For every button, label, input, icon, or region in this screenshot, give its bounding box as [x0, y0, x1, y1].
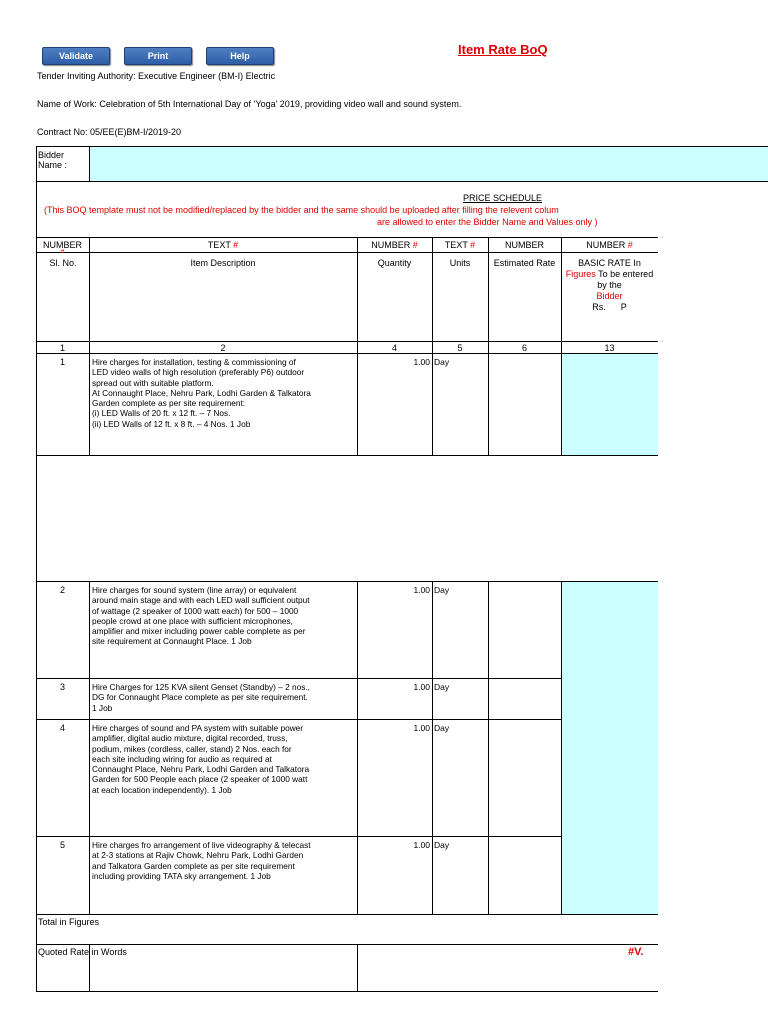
column-number: 6 — [521, 343, 527, 353]
item-quantity: 1.00 — [413, 357, 430, 367]
item-description-line: (ii) LED Walls of 12 ft. x 8 ft. – 4 Nos. 1 Job — [92, 418, 251, 429]
header-units: Units — [449, 258, 471, 268]
item-description — [90, 722, 356, 796]
item-description-line: podium, mikes (cordless, caller, stand) 2 Nos. each for — [92, 743, 292, 754]
total-in-figures-label: Total in Figures — [38, 917, 100, 927]
name-of-work: Name of Work: Celebration of 5th International Day of ‘Yoga’ 2019, providing video wall and sound system. — [37, 99, 462, 109]
item-description-line: of wattage (2 speaker of 1000 watt each) for 500 – 1000 — [92, 605, 299, 616]
item-unit: Day — [434, 723, 450, 733]
item-description-line: site requirement at Connaught Place. 1 Job — [92, 636, 252, 647]
column-number: 1 — [59, 343, 65, 353]
item-description-line: around main stage and with each LED wall sufficient output — [92, 595, 310, 606]
type-cell: TEXT # — [207, 240, 239, 250]
quoted-rate-in-words-label: Quoted Rate in Words — [38, 947, 127, 957]
column-number: 2 — [220, 343, 226, 353]
divider — [357, 581, 358, 914]
item-sl-no: 5 — [59, 840, 65, 850]
header-estimated-rate: Estimated Rate — [493, 258, 556, 268]
divider — [36, 146, 37, 182]
header-sl-no: Sl. No. — [49, 258, 77, 268]
item-description — [90, 839, 356, 882]
column-number: 13 — [604, 343, 615, 353]
item-description-line: (i) LED Walls of 20 ft. x 12 ft. – 7 Nos. — [92, 408, 231, 419]
divider — [36, 914, 658, 915]
price-schedule-heading: PRICE SCHEDULE — [463, 193, 543, 203]
item-description-line: each site including wiring for audio as required at — [92, 753, 272, 764]
item-description-line: spread out with suitable platform. — [92, 377, 214, 388]
item-description-line: at 2-3 stations at Rajiv Chowk, Nehru Park, Lodhi Garden — [92, 850, 304, 861]
item-sl-no: 1 — [59, 357, 65, 367]
divider — [36, 341, 658, 342]
contract-number: Contract No: 05/EE(E)BM-I/2019-20 — [37, 127, 182, 137]
item-description-line: Hire charges for installation, testing & commissioning of — [92, 357, 296, 367]
item-description-line: Hire Charges for 125 KVA silent Genset (Standby) – 2 nos., — [92, 682, 310, 692]
divider — [36, 237, 658, 238]
divider — [561, 581, 562, 914]
page-title: Item Rate BoQ — [458, 42, 548, 57]
divider — [488, 581, 489, 914]
divider — [36, 455, 658, 456]
item-quantity: 1.00 — [413, 840, 430, 850]
item-description-line: Hire charges fro arrangement of live videography & telecast — [92, 840, 311, 850]
divider — [36, 991, 658, 992]
item-sl-no: 3 — [59, 682, 65, 692]
tender-authority: Tender Inviting Authority: Executive Engineer (BM-I) Electric — [37, 71, 276, 81]
item-description-line: at each location independently). 1 Job — [92, 784, 232, 795]
header-item-description: Item Description — [190, 258, 256, 268]
item-description-line: people crowd at one place with sufficient microphones, — [92, 615, 293, 626]
item-description-line: DG for Connaught Place complete as per site requirement. — [92, 692, 308, 703]
divider — [36, 146, 768, 147]
header-basic-rate: BASIC RATE In Figures To be entered by the Bidder Rs. P — [565, 258, 654, 312]
type-cell: NUMBER # — [371, 240, 418, 250]
item-sl-no: 2 — [59, 585, 65, 595]
item-description-line: amplifier, digital audio mixture, digital recorded, truss, — [92, 733, 288, 744]
item-description-line: Hire charges for sound system (line array) or equivalent — [92, 585, 297, 595]
item-quantity: 1.00 — [413, 682, 430, 692]
item-sl-no: 4 — [59, 723, 65, 733]
item-unit: Day — [434, 585, 450, 595]
type-cell: NUMBER — [42, 240, 82, 250]
item-description — [90, 584, 356, 648]
print-button[interactable]: Print — [124, 47, 192, 65]
item-description-line: amplifier and mixer including power cable complete as per — [92, 626, 306, 637]
divider — [36, 944, 658, 945]
item-unit: Day — [434, 840, 450, 850]
item-description-line: and Talkatora Garden complete as per site requirement — [92, 860, 295, 871]
quoted-rate-error-value: #V. — [628, 946, 644, 958]
type-cell: NUMBER # — [586, 240, 633, 250]
divider — [357, 944, 358, 991]
type-marker: # — [60, 249, 65, 253]
item-description — [90, 681, 356, 714]
divider — [36, 181, 768, 182]
bidder-name-input[interactable] — [89, 147, 768, 181]
item-description-line: Garden for 500 People each place (2 speaker of 1000 watt — [92, 774, 308, 785]
item-description — [90, 356, 356, 430]
column-number: 5 — [457, 343, 463, 353]
item-unit: Day — [434, 357, 450, 367]
basic-rate-input[interactable] — [562, 354, 658, 455]
bidder-name-label: Bidder Name : — [38, 150, 68, 170]
item-unit: Day — [434, 682, 450, 692]
item-description-line: LED video walls of high resolution (preferably P6) outdoor — [92, 367, 305, 378]
item-description-line: Connaught Place, Nehru Park, Lodhi Garden and Talkatora — [92, 764, 310, 775]
type-cell: TEXT # — [444, 240, 476, 250]
column-number: 4 — [391, 343, 397, 353]
help-button[interactable]: Help — [206, 47, 274, 65]
item-quantity: 1.00 — [413, 585, 430, 595]
item-description-line: At Connaught Place, Nehru Park, Lodhi Garden & Talkatora — [92, 387, 311, 398]
notice-text-line2: are allowed to enter the Bidder Name and Values only ) — [377, 217, 598, 227]
item-description-line: including providing TATA sky arrangement. 1 Job — [92, 870, 271, 881]
validate-button[interactable]: Validate — [42, 47, 110, 65]
divider — [432, 581, 433, 914]
header-quantity: Quantity — [377, 258, 412, 268]
item-quantity: 1.00 — [413, 723, 430, 733]
notice-text-line1: (This BOQ template must not be modified/replaced by the bidder and the same should be uploaded after filling the relevent colum — [44, 205, 559, 215]
divider — [89, 146, 90, 182]
item-description-line: Garden complete as per site requirement: — [92, 398, 246, 409]
basic-rate-input-group[interactable] — [562, 582, 658, 914]
item-description-line: Hire charges of sound and PA system with suitable power — [92, 723, 304, 733]
item-description-line: 1 Job — [92, 702, 113, 713]
type-cell: NUMBER — [504, 240, 544, 250]
divider — [36, 252, 658, 253]
